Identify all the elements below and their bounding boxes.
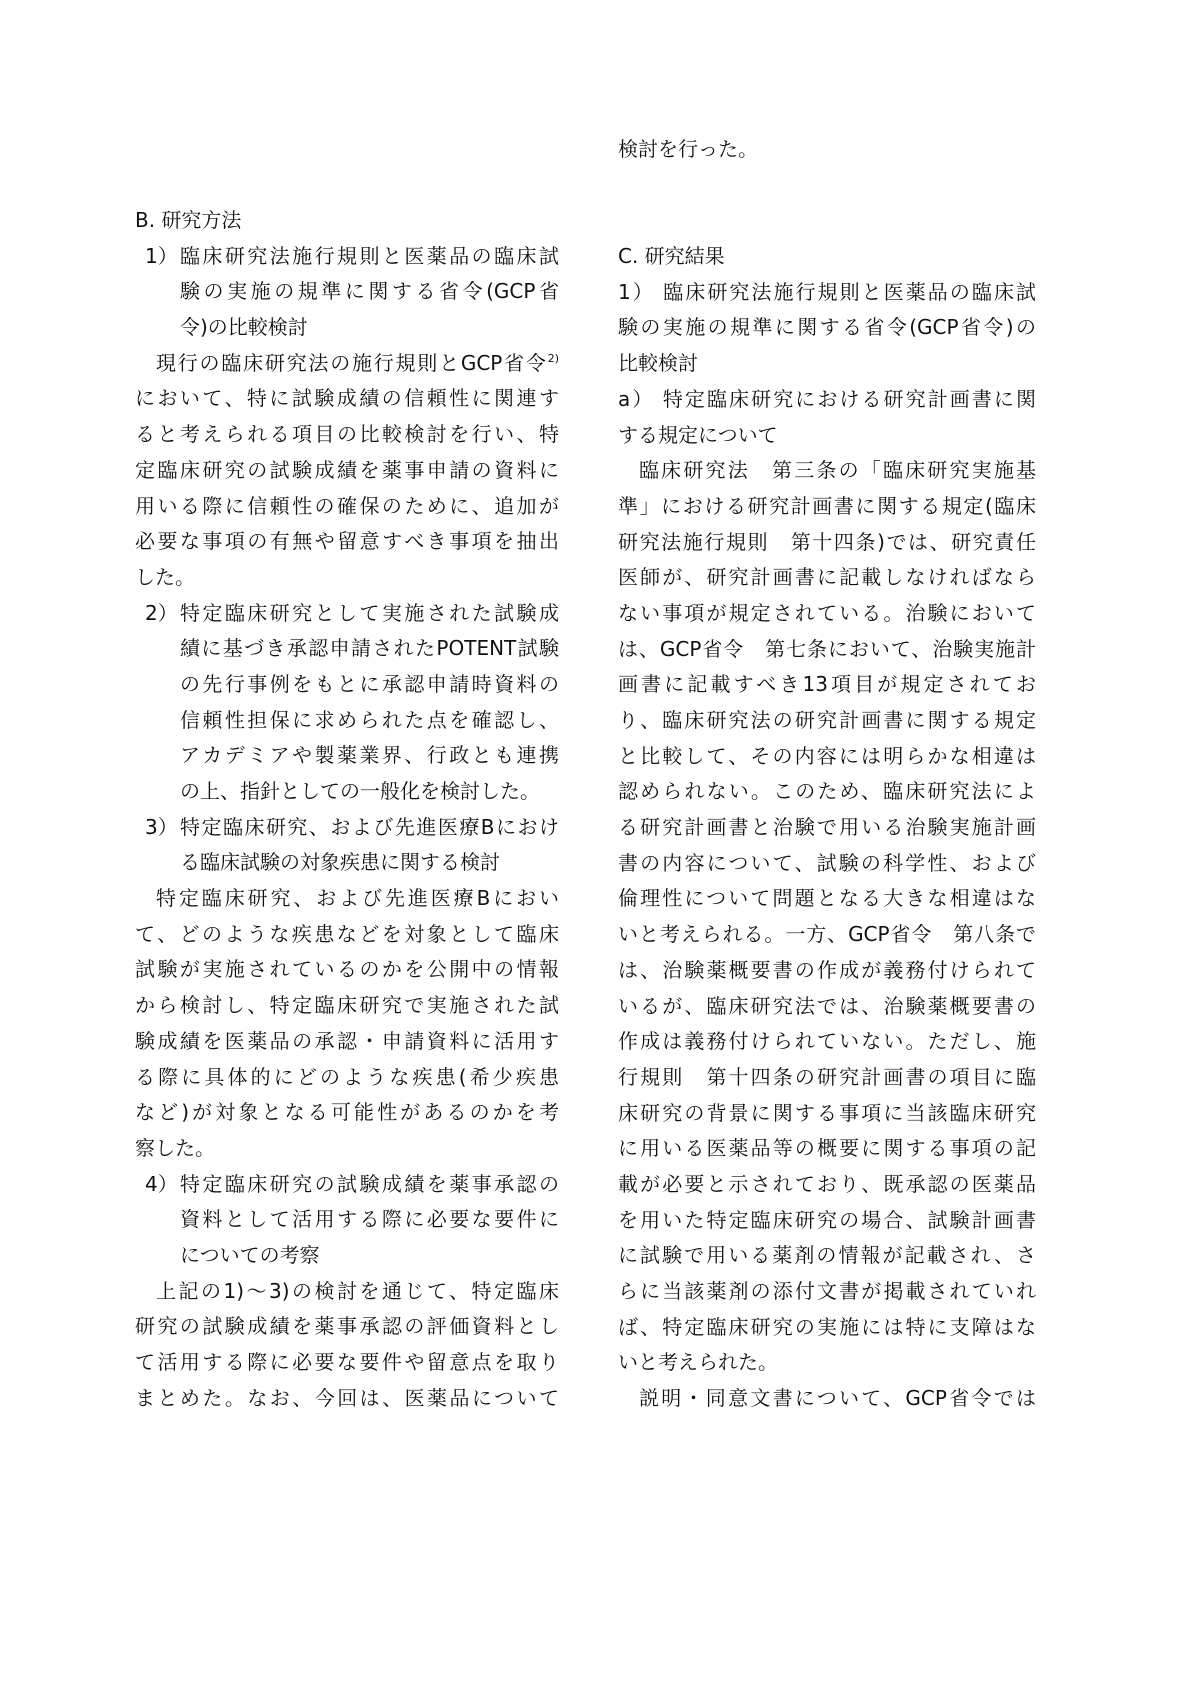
text-line [618, 239, 1036, 275]
text-line [618, 739, 1036, 775]
line-text: 載が必要と示されており、既承認の医薬品 [618, 1171, 1036, 1196]
section-heading [618, 239, 1036, 275]
line-text: 臨床研究法 第三条の「臨床研究実施基 [639, 458, 1036, 483]
line-text: 特定臨床研究として実施された試験成 [180, 600, 559, 625]
text-line [135, 1309, 559, 1345]
line-text: a） 特定臨床研究における研究計画書に関 [618, 386, 1036, 411]
text-line [618, 1024, 1036, 1060]
line-text: 令)の比較検討 [180, 315, 308, 340]
line-text: 定臨床研究の試験成績を薬事申請の資料に [135, 457, 559, 482]
text-line [180, 274, 559, 310]
text-line [618, 1274, 1036, 1310]
line-text: 必要な事項の有無や留意すべき事項を抽出 [135, 529, 559, 554]
item-number: 4） [145, 1171, 178, 1196]
text-line [618, 1167, 1036, 1203]
line-text: 上記の1)～3)の検討を通じて、特定臨床 [156, 1278, 559, 1303]
text-line [618, 1203, 1036, 1239]
text-line [135, 489, 559, 525]
text-line [180, 774, 559, 810]
paragraph [135, 881, 559, 1167]
text-line [618, 132, 1036, 168]
line-text: 倫理性について問題となる大きな相違はな [618, 886, 1036, 911]
text-line [145, 596, 559, 632]
line-text: 研究法施行規則 第十四条)では、研究責任 [618, 529, 1036, 554]
line-text: に用いる医薬品等の概要に関する事項の記 [618, 1136, 1036, 1161]
text-line [618, 810, 1036, 846]
text-line [180, 310, 559, 346]
line-text: 認められない。このため、臨床研究法によ [618, 779, 1036, 804]
line-text: る研究計画書と治験で用いる治験実施計画 [618, 815, 1036, 840]
line-text: 用いる際に信頼性の確保のために、追加が [135, 493, 559, 518]
text-line [618, 525, 1036, 561]
text-line [618, 1345, 1036, 1381]
line-text: いるが、臨床研究法では、治験薬概要書の [618, 993, 1036, 1018]
line-text: 画書に記載すべき13項目が規定されてお [618, 672, 1036, 697]
left-column [135, 203, 559, 1416]
paragraph [618, 1381, 1036, 1417]
text-line [618, 275, 1036, 311]
line-text: に試験で用いる薬剤の情報が記載され、さ [618, 1243, 1036, 1268]
line-text: 作成は義務付けられていない。ただし、施 [618, 1029, 1036, 1054]
line-text: 行規則 第十四条の研究計画書の項目に臨 [618, 1064, 1036, 1089]
text-line [135, 1274, 559, 1310]
numbered-item [135, 1167, 559, 1274]
line-text: 準」における研究計画書に関する規定(臨床 [618, 493, 1036, 518]
paragraph [618, 168, 1036, 239]
line-text: 臨床研究法施行規則と医薬品の臨床試 [180, 243, 559, 268]
text-line [618, 1060, 1036, 1096]
text-line [180, 703, 559, 739]
line-text: 現行の臨床研究法の施行規則とGCP省令 [156, 350, 548, 375]
text-line [618, 989, 1036, 1025]
line-text: 察した。 [135, 1135, 215, 1160]
line-text: る際に具体的にどのような疾患(希少疾患 [135, 1064, 559, 1089]
text-line [180, 631, 559, 667]
paragraph [618, 275, 1036, 382]
line-text: 験の実施の規準に関する省令(GCP省令)の [618, 315, 1036, 340]
numbered-item [135, 596, 559, 810]
text-line [618, 1238, 1036, 1274]
line-text: において、特に試験成績の信頼性に関連す [135, 386, 559, 411]
line-text: する規定について [618, 422, 778, 447]
numbered-item [135, 810, 559, 881]
text-line [135, 917, 559, 953]
text-line [135, 881, 559, 917]
right-column [618, 132, 1036, 1417]
text-line [618, 382, 1036, 418]
text-line [618, 310, 1036, 346]
line-text: 医師が、研究計画書に記載しなければなら [618, 565, 1036, 590]
line-text: の上、指針としての一般化を検討した。 [180, 779, 540, 803]
text-line [618, 346, 1036, 382]
text-line [135, 1381, 559, 1417]
line-text: ば、特定臨床研究の実施には特に支障はな [618, 1314, 1036, 1339]
text-line [618, 1381, 1036, 1417]
item-number: 2） [145, 600, 178, 625]
text-line [145, 239, 559, 275]
text-line [135, 1060, 559, 1096]
text-line [618, 881, 1036, 917]
text-line [135, 417, 559, 453]
line-text: 験の実施の規準に関する省令(GCP省 [180, 279, 559, 304]
line-text: 試験が実施されているのかを公開中の情報 [135, 957, 559, 982]
text-line [180, 1202, 559, 1238]
text-line [145, 810, 559, 846]
paragraph [618, 132, 1036, 168]
text-line [180, 667, 559, 703]
line-text: 床研究の背景に関する事項に当該臨床研究 [618, 1100, 1036, 1125]
reference-superscript: 2) [547, 351, 559, 365]
line-text: 1） 臨床研究法施行規則と医薬品の臨床試 [618, 279, 1036, 304]
text-line [618, 846, 1036, 882]
line-text: 説明・同意文書について、GCP省令では [639, 1386, 1036, 1411]
line-text: いと考えられる。一方、GCP省令 第八条で [618, 922, 1036, 947]
line-text: C. 研究結果 [618, 244, 725, 269]
item-number: 1） [145, 243, 178, 268]
line-text: 特定臨床研究、および先進医療Bにおけ [180, 814, 559, 839]
line-text: した。 [135, 564, 195, 589]
line-text: 検討を行った。 [618, 137, 758, 161]
text-line [618, 632, 1036, 668]
text-line [618, 1310, 1036, 1346]
line-text: と比較して、その内容には明らかな相違は [618, 743, 1036, 768]
text-line [618, 917, 1036, 953]
line-text: 比較検討 [618, 351, 698, 376]
text-line [180, 738, 559, 774]
text-line [135, 560, 559, 596]
line-text: ると考えられる項目の比較検討を行い、特 [135, 422, 559, 447]
line-text: アカデミアや製薬業界、行政とも連携 [180, 743, 559, 768]
text-line [180, 845, 559, 881]
line-text: まとめた。なお、今回は、医薬品について [135, 1385, 559, 1410]
line-text: など)が対象となる可能性があるのかを考 [135, 1100, 559, 1125]
text-line [180, 1238, 559, 1274]
line-text: て、どのような疾患などを対象として臨床 [135, 921, 559, 946]
line-text: り、臨床研究法の研究計画書に関する規定 [618, 708, 1036, 733]
text-line [135, 346, 559, 382]
text-line [145, 1167, 559, 1203]
line-text: は、治験薬概要書の作成が義務付けられて [618, 957, 1036, 982]
line-text: 信頼性担保に求められた点を確認し、 [180, 707, 559, 732]
numbered-item [135, 239, 559, 346]
text-line [618, 667, 1036, 703]
text-line [135, 1024, 559, 1060]
text-line [135, 524, 559, 560]
line-text: て活用する際に必要な要件や留意点を取り [135, 1350, 559, 1374]
text-line [618, 953, 1036, 989]
text-line [135, 1131, 559, 1167]
line-text: いと考えられた。 [618, 1350, 778, 1375]
line-text: B. 研究方法 [135, 208, 242, 232]
line-text: らに当該薬剤の添付文書が掲載されていれ [618, 1279, 1036, 1304]
text-line [618, 560, 1036, 596]
text-line [618, 489, 1036, 525]
line-text: 資料として活用する際に必要な要件に [180, 1207, 559, 1232]
paragraph [135, 1274, 559, 1417]
line-text: 研究の試験成績を薬事承認の評価資料とし [135, 1314, 559, 1339]
line-text: 特定臨床研究、および先進医療Bにおい [156, 886, 559, 911]
text-line [135, 952, 559, 988]
line-text: 特定臨床研究の試験成績を薬事承認の [180, 1171, 559, 1196]
text-line [135, 381, 559, 417]
line-text: の先行事例をもとに承認申請時資料の [180, 671, 559, 696]
line-text: 績に基づき承認申請されたPOTENT試験 [180, 636, 559, 661]
line-text: から検討し、特定臨床研究で実施された試 [135, 993, 559, 1018]
line-text: 験成績を医薬品の承認・申請資料に活用す [135, 1028, 559, 1053]
text-line [135, 988, 559, 1024]
text-line [135, 1345, 559, 1381]
text-line [618, 418, 1036, 454]
text-line [618, 1131, 1036, 1167]
line-text: についての考察 [180, 1242, 320, 1267]
line-text: る臨床試験の対象疾患に関する検討 [180, 850, 500, 875]
paragraph [135, 346, 559, 596]
line-text: ない事項が規定されている。治験において [618, 600, 1036, 625]
text-line [135, 453, 559, 489]
text-line [618, 1096, 1036, 1132]
text-line [618, 703, 1036, 739]
line-text: は、GCP省令 第七条において、治験実施計 [618, 636, 1036, 661]
text-line [135, 203, 559, 239]
paragraph [618, 453, 1036, 1381]
line-text: 書の内容について、試験の科学性、および [618, 850, 1036, 875]
section-heading [135, 203, 559, 239]
line-text: を用いた特定臨床研究の場合、試験計画書 [618, 1207, 1036, 1232]
text-line [618, 596, 1036, 632]
text-line [618, 453, 1036, 489]
text-line [135, 1095, 559, 1131]
text-line [618, 774, 1036, 810]
item-number: 3） [145, 814, 178, 839]
paragraph [618, 382, 1036, 453]
